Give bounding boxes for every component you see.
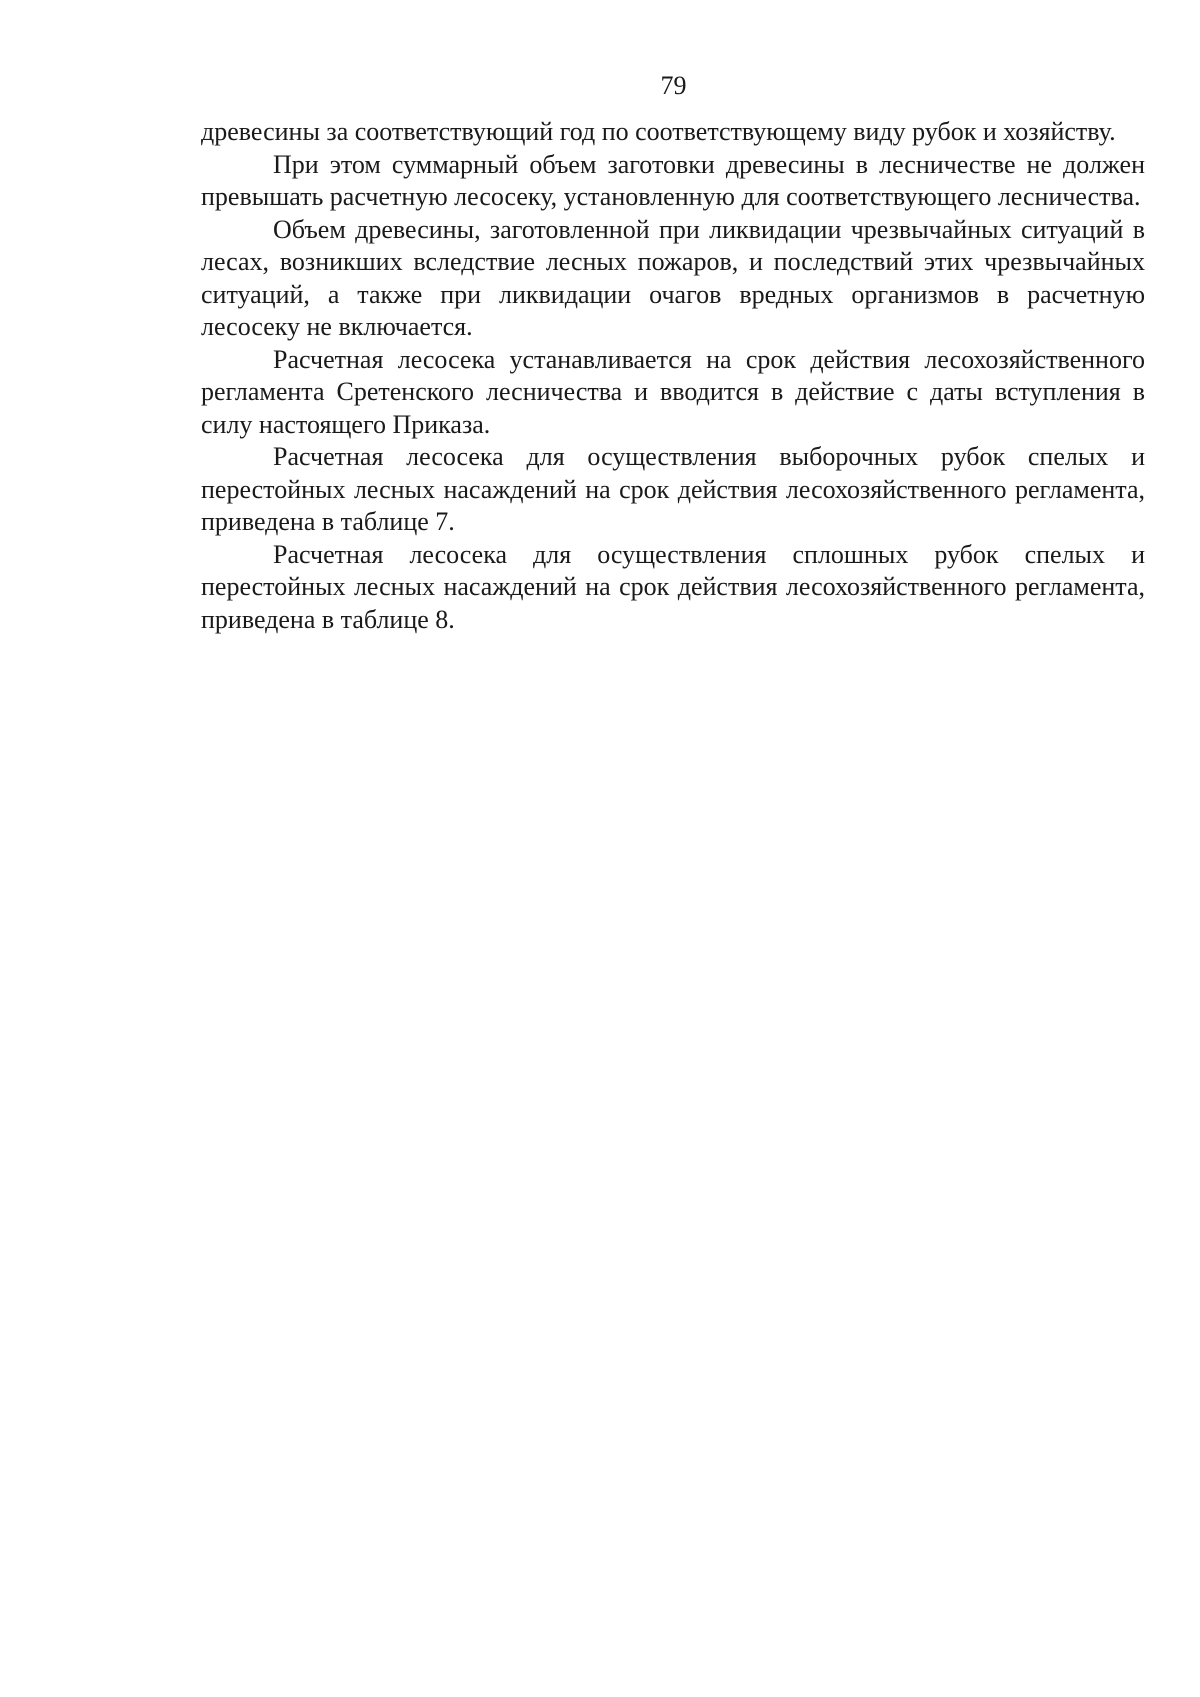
paragraph: Расчетная лесосека для осуществления сплошных рубок спелых и перестойных лесных насаждений на срок действия лесохозяйственного регламента, приведена в таблице 8. — [201, 539, 1145, 634]
paragraph: Расчетная лесосека устанавливается на срок действия лесохозяйственного регламента Сретенского лесничества и вводится в действие с даты вступления в силу настоящего Приказа. — [201, 344, 1145, 439]
document-body — [201, 116, 1145, 636]
paragraph: древесины за соответствующий год по соответствующему виду рубок и хозяйству. — [201, 117, 1116, 146]
paragraph: Объем древесины, заготовленной при ликвидации чрезвычайных ситуаций в лесах, возникших вследствие лесных пожаров, и последствий этих чрезвычайных ситуаций, а также при ликвидации очагов вредных организмов в расчетную лесосеку не включается. — [201, 214, 1145, 341]
paragraph: При этом суммарный объем заготовки древесины в лесничестве не должен превышать расчетную лесосеку, установленную для соответствующего лесничества. — [201, 149, 1145, 211]
page-number: 79 — [660, 71, 687, 100]
paragraph: Расчетная лесосека для осуществления выборочных рубок спелых и перестойных лесных насаждений на срок действия лесохозяйственного регламента, приведена в таблице 7. — [201, 442, 1145, 536]
